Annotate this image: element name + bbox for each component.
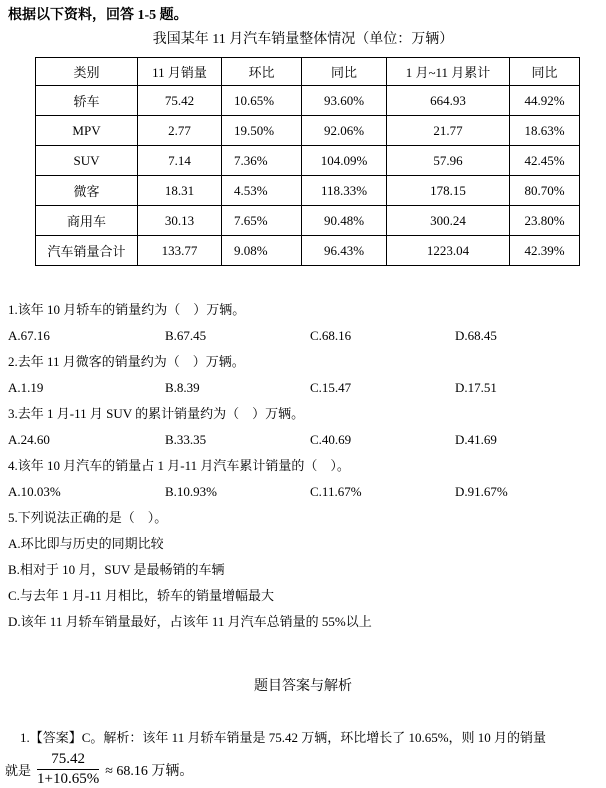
header-nov-sales: 11 月销量: [138, 58, 222, 86]
table-cell: 21.77: [387, 116, 510, 146]
table-row: [36, 146, 580, 176]
table-cell: 微客: [36, 176, 138, 206]
option-5-d: D.该年 11 月轿车销量最好，占该年 11 月汽车总销量的 55%以上: [8, 614, 372, 629]
table-cell: 汽车销量合计: [36, 236, 138, 266]
header-category: 类别: [36, 58, 138, 86]
question-2-text: 2.去年 11 月微客的销量约为（ ）万辆。: [8, 354, 245, 369]
option-5-b: B.相对于 10 月，SUV 是最畅销的车辆: [8, 562, 225, 577]
table-cell: 93.60%: [302, 86, 387, 116]
option-3-a: A.24.60: [8, 432, 50, 447]
answer-1-line2: [5, 751, 606, 788]
table-cell: 42.45%: [510, 146, 580, 176]
car-sales-table: [35, 57, 580, 266]
answer-1-line1: 1.【答案】C。解析：该年 11 月轿车销量是 75.42 万辆，环比增长了 10.65%，则 10 月的销量: [20, 730, 547, 745]
question-4-options: [8, 479, 606, 505]
answer-1: [0, 729, 606, 788]
question-3-text: 3.去年 1 月-11 月 SUV 的累计销量约为（ ）万辆。: [8, 406, 305, 421]
table-cell: 92.06%: [302, 116, 387, 146]
option-2-a: A.1.19: [8, 380, 44, 395]
table-cell: 23.80%: [510, 206, 580, 236]
table-cell: 轿车: [36, 86, 138, 116]
option-5-a: A.环比即与历史的同期比较: [8, 536, 164, 551]
option-1-a: A.67.16: [8, 328, 50, 343]
table-cell: 4.53%: [222, 176, 302, 206]
question-1-options: [8, 323, 606, 349]
table-cell: 1223.04: [387, 236, 510, 266]
table-cell: 90.48%: [302, 206, 387, 236]
table-cell: 18.63%: [510, 116, 580, 146]
instruction-heading: 根据以下资料，回答 1-5 题。: [8, 8, 188, 23]
fraction: [37, 751, 99, 788]
table-cell: 30.13: [138, 206, 222, 236]
table-title: 我国某年 11 月汽车销量整体情况（单位：万辆）: [152, 32, 454, 47]
option-5-c: C.与去年 1 月-11 月相比，轿车的销量增幅最大: [8, 588, 275, 603]
table-row: [36, 116, 580, 146]
option-3-d: D.41.69: [455, 432, 497, 447]
option-4-b: B.10.93%: [165, 484, 217, 499]
option-3-b: B.33.35: [165, 432, 207, 447]
table-cell: 42.39%: [510, 236, 580, 266]
table-cell: 7.65%: [222, 206, 302, 236]
table-cell: 133.77: [138, 236, 222, 266]
question-4-text: 4.该年 10 月汽车的销量占 1 月-11 月汽车累计销量的（ ）。: [8, 458, 350, 473]
answer-1-prefix: 就是: [5, 763, 32, 778]
table-cell: 7.14: [138, 146, 222, 176]
fraction-numerator: 75.42: [37, 751, 99, 770]
question-5-text: 5.下列说法正确的是（ ）。: [8, 510, 168, 525]
table-cell: 96.43%: [302, 236, 387, 266]
option-4-a: A.10.03%: [8, 484, 61, 499]
table-cell: 104.09%: [302, 146, 387, 176]
option-1-b: B.67.45: [165, 328, 207, 343]
table-cell: 44.92%: [510, 86, 580, 116]
table-cell: 18.31: [138, 176, 222, 206]
table-row: [36, 236, 580, 266]
option-3-c: C.40.69: [310, 432, 352, 447]
table-cell: 118.33%: [302, 176, 387, 206]
option-1-c: C.68.16: [310, 328, 352, 343]
table-cell: 664.93: [387, 86, 510, 116]
table-cell: 7.36%: [222, 146, 302, 176]
header-cumulative: 1 月~11 月累计: [387, 58, 510, 86]
answers-section-title: 题目答案与解析: [254, 679, 352, 694]
question-3-options: [8, 427, 606, 453]
option-2-d: D.17.51: [455, 380, 497, 395]
table-row: [36, 206, 580, 236]
table-row: [36, 176, 580, 206]
table-cell: 300.24: [387, 206, 510, 236]
option-4-c: C.11.67%: [310, 484, 362, 499]
table-cell: 19.50%: [222, 116, 302, 146]
header-yoy: 同比: [302, 58, 387, 86]
table-cell: 57.96: [387, 146, 510, 176]
table-cell: 商用车: [36, 206, 138, 236]
table-cell: SUV: [36, 146, 138, 176]
option-4-d: D.91.67%: [455, 484, 508, 499]
table-cell: MPV: [36, 116, 138, 146]
option-2-c: C.15.47: [310, 380, 352, 395]
option-2-b: B.8.39: [165, 380, 200, 395]
header-yoy2: 同比: [510, 58, 580, 86]
question-2-options: [8, 375, 606, 401]
table-cell: 178.15: [387, 176, 510, 206]
table-cell: 2.77: [138, 116, 222, 146]
fraction-denominator: 1+10.65%: [37, 771, 100, 787]
header-mom: 环比: [222, 58, 302, 86]
table-cell: 80.70%: [510, 176, 580, 206]
questions-section: [0, 297, 606, 635]
table-cell: 10.65%: [222, 86, 302, 116]
table-cell: 75.42: [138, 86, 222, 116]
question-1-text: 1.该年 10 月轿车的销量约为（ ）万辆。: [8, 302, 246, 317]
table-header-row: [36, 58, 580, 86]
answer-1-suffix: ≈ 68.16 万辆。: [105, 763, 194, 779]
table-row: [36, 86, 580, 116]
option-1-d: D.68.45: [455, 328, 497, 343]
table-cell: 9.08%: [222, 236, 302, 266]
